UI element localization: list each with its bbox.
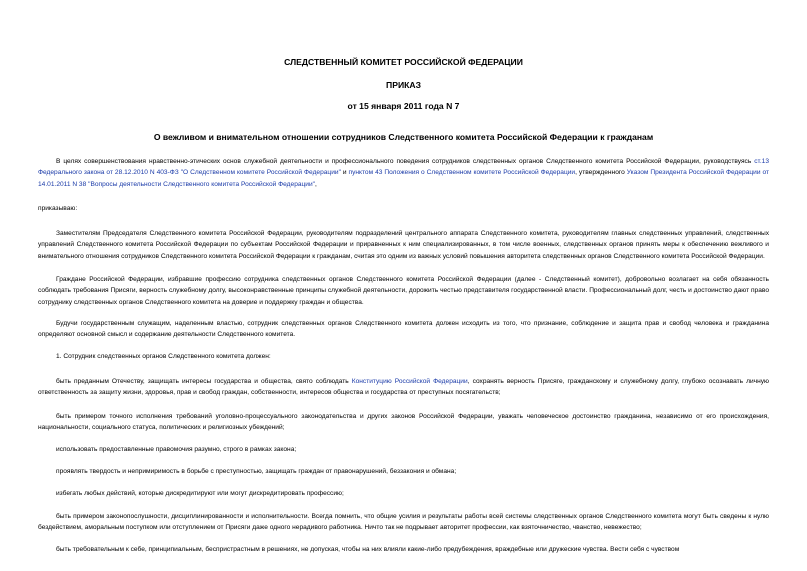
doc-date-number: от 15 января 2011 года N 7 <box>347 101 460 111</box>
paragraph-avoid-discredit: избегать любых действий, которые дискредитируют или могут дискредитировать профессию; <box>56 490 344 497</box>
decree-link[interactable]: Указом Президента Российской Федерации от 14.01.2011 N 38 "Вопросы деятельности Следственного комитета Российской Федерации" <box>38 169 770 188</box>
paragraph-citizens: Граждане Российской Федерации, избравшие профессию сотрудника следственных органов Следственного комитета Российской Федерации (далее - Следственный комитет), добровольно возлагает на себя обязанность соблюдать требования Присяги, верность служебному долгу, высоконравственные принципы служебной деятельности, дорожить честью представителя государственной власти. Профессиональный долг, честь и достоинство дают право сотруднику следственных органов Следственного комитета на доверие и поддержку граждан и общества. <box>38 276 769 306</box>
loyalty-text-2: , сохранять верность Присяге, гражданскому и служебному долгу, глубоко осознавать личную ответственность за защиту жизни, здоровья, прав и свобод граждан, собственности, интересов общества и государства от преступных посягательств; <box>38 378 769 397</box>
paragraph-law-abiding: быть примером законопослушности, дисциплинированности и исполнительности. Всегда помнить, что общие усилия и результаты работы всей системы следственных органов Следственного комитета могут быть сведены к нулю бездействием, аморальным поступком или отступлением от Присяги даже одного нерадивого работника. Ничто так не подрывает авторитет профессии, как взяточничество, чванство, невежество; <box>38 513 769 532</box>
org-heading: СЛЕДСТВЕННЫЙ КОМИТЕТ РОССИЙСКОЙ ФЕДЕРАЦИИ <box>284 57 523 67</box>
preamble-text-2: и <box>340 169 349 177</box>
doc-title: О вежливом и внимательном отношении сотрудников Следственного комитета Российской Федерации к гражданам <box>153 132 654 142</box>
preamble-text-1: В целях совершенствования нравственно-этических основ служебной деятельности и профессионального поведения сотрудников следственных органов Следственного комитета Российской Федерации, руководствуясь <box>56 158 755 165</box>
paragraph-law-example: быть примером точного исполнения требований уголовно-процессуального законодательства и других законов Российской Федерации, уважать человеческое достоинство гражданина, независимо от его происхождения, национальности, социального статуса, политических и религиозных убеждений; <box>38 413 769 432</box>
paragraph-deputies: Заместителям Председателя Следственного комитета Российской Федерации, руководителям подразделений центрального аппарата Следственного комитета, руководителям главных следственных управлений, следственных управлений Следственного комитета Российской Федерации по субъектам Российской Федерации и приравненных к ним специализированных, в том числе военных, следственных органов принять меры к обеспечению вежливого и внимательного отношения сотрудников Следственного комитета Российской Федерации к гражданам, считая это одним из важных условий повышения авторитета следственных органов Следственного комитета Российской Федерации. <box>38 230 769 260</box>
paragraph-demanding: быть требовательным к себе, принципиальным, беспристрастным в решениях, не допуская, чтобы на них влияли какие-либо предубеждения, враждебные или дружеские чувства. Вести себя с чувством <box>56 546 680 553</box>
paragraph-powers: использовать предоставленные правомочия разумно, строго в рамках закона; <box>56 446 297 453</box>
order-word: приказываю: <box>38 205 78 212</box>
paragraph-item-1: 1. Сотрудник следственных органов Следственного комитета должен: <box>56 353 271 360</box>
preamble-text-4: , <box>315 180 317 188</box>
loyalty-text-1: быть преданным Отечеству, защищать интересы государства и общества, свято соблюдать <box>56 378 352 385</box>
law-link[interactable]: ст.13 Федерального закона от 28.12.2010 N 403-ФЗ "О Следственном комитете Российской Федерации" <box>38 158 769 177</box>
preamble-paragraph <box>38 156 769 190</box>
paragraph-public-servant: Будучи государственным служащим, наделенным властью, сотрудник следственных органов Следственного комитета должен исходить из того, что признание, соблюдение и защита прав и свобод человека и гражданина определяют основной смысл и содержание деятельности Следственного комитета. <box>38 320 769 339</box>
paragraph-loyalty <box>38 376 769 399</box>
constitution-link[interactable]: Конституцию Российской Федерации <box>351 378 468 385</box>
doc-type-heading: ПРИКАЗ <box>386 80 421 90</box>
regulation-link[interactable]: пунктом 43 Положения о Следственном комитете Российской Федерации <box>348 169 576 177</box>
paragraph-firmness: проявлять твердость и непримиримость в борьбе с преступностью, защищать граждан от правонарушений, беззакония и обмана; <box>56 468 457 475</box>
preamble-text-3: , утвержденного <box>575 169 627 177</box>
